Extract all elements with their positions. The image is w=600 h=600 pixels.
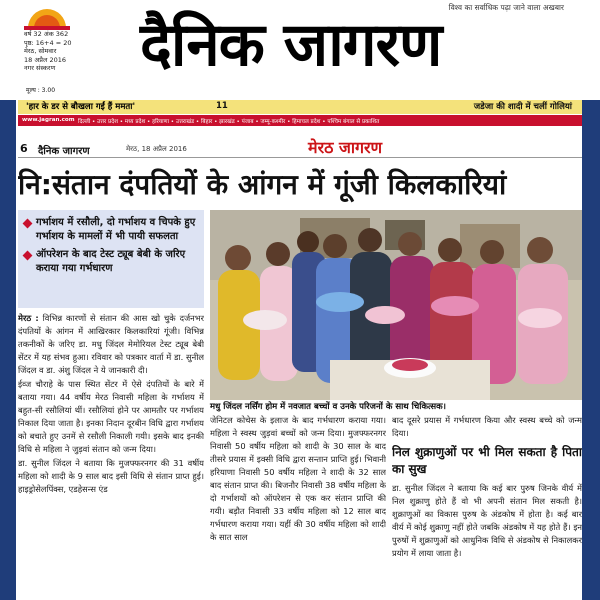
teaser-right[interactable]: जडेजा की शादी में चलीं गोलियां [473,102,572,112]
teaser-page-number: 11 [216,101,228,111]
dateline: मेरठ : [18,313,39,323]
meta-line: नगर संस्करण [24,64,56,72]
article-headline: नि:संतान दंपतियों के आंगन में गूंजी किलकारियां [18,168,507,201]
sub-headline: निल शुक्राणुओं पर भी मिल सकता है पिता का सुख [392,445,582,476]
newspaper-logo: दैनिक जागरण [140,10,442,80]
article-column-3 [392,414,582,600]
page-date: मेरठ, 18 अप्रैल 2016 [126,145,187,153]
masthead [0,0,600,100]
paragraph-text: डा. सुनील जिंदल ने बताया कि कई बार पुरुष जिनके वीर्य में निल शुक्राणु होते हैं वो भी अपनी संतान मिल सकती है। शुक्राणुओं का विकास पुरुष के अंडकोष में होता है। कई बार वीर्य में कोई शुक्राणु नहीं होते जबकि अंडकोष में यह होते हैं। इन पुरुषों में शुक्राणुओं को आधुनिक विधि से अंडकोष से निकालकर प्रयोग में लाया जाता है। [392,483,582,558]
edition-nav-bar [18,115,582,126]
paragraph-text: बाद दूसरे प्रयास में गर्भधारण किया और स्वस्थ बच्चे को जन्म दिया। [392,415,582,438]
highlight-item [24,248,198,276]
paper-name: दैनिक जागरण [38,146,90,157]
page-header [18,138,582,158]
highlight-text: ऑपरेशन के बाद टेस्ट ट्यूब बेबी के जरिए कराया गया गर्भधारण [36,249,186,274]
article-column-2 [210,414,386,600]
meta-line: वर्ष 32 अंक 362 [24,30,69,38]
page-number: 6 [20,142,28,155]
highlight-text: गर्भाशय में रसौली, दो गर्भाशय व चिपके हुए गर्भाशय के मामलों में भी पायी सफलता [36,217,196,242]
article-paragraph [18,378,204,456]
website-link[interactable]: www.jagran.com [22,117,75,123]
article-photo [210,210,582,400]
highlights-box [18,210,204,308]
photo-caption: मधु जिंदल नर्सिंग होम में नवजात बच्चों व उनके परिजनों के साथ चिकित्सक। [210,400,582,414]
highlight-item [24,216,198,244]
meta-line: पृष्ठ: 16+4 = 20 [24,38,72,47]
article-paragraph [18,312,204,377]
paragraph-text: डा. सुनील जिंदल ने बताया कि मुजफ्फरनगर की 31 वर्षीय महिला को शादी के 9 साल बाद इसी विधि से संतान प्राप्त हुई। हाइड्रोसेलपिंक्स, एडहेसन्स एंड [18,458,204,494]
paragraph-text: ईव्ज चौराहे के पास स्थित सेंटर में ऐसे दंपतियों के बारे में बताया गया। 44 वर्षीय मेरठ निवासी महिला के गर्भाशय में बहुत-सी रसौलियां थीं। रसौलियां होने पर आमतौर पर गर्भाशय निकाल दिया जाता है। इनका निदान दूरबीन विधि द्वारा गर्भाशय को बचाते हुए उनमें से रसौली निकाली गयी। इसके बाद इनकी विधि से महिला ने जुड़वां संतान को जन्म दिया। [18,379,204,454]
paragraph-text: जेनिटल कोचेस के इलाज के बाद गर्भधारण कराया गया। महिला ने स्वस्थ जुड़वां बच्चों को जन्म दिया। मुजफ्फरनगर निवासी 50 वर्षीय महिला को शादी के 30 साल के बाद तीसरे प्रयास में इक्सी विधि द्वारा सन्तान प्राप्ति हुई। भिवानी हरियाणा निवासी 50 वर्षीय महिला ने शादी के 32 साल बाद संतान प्राप्त की। बिजनौर निवासी 38 वर्षीय महिला के दो गर्भाशयों को ऑपरेशन से एक कर संतान प्राप्ति की गयी। बड़ौत निवासी 33 वर्षीय महिला को 12 साल बाद गर्भधारण कराया गया। यहीं की 30 वर्षीय महिला को शादी के सात साल [210,415,386,542]
diamond-bullet-icon [23,251,33,261]
edition-list: दिल्ली • उत्तर प्रदेश • मध्य प्रदेश • हरियाणा • उत्तराखंड • बिहार • झारखंड • पंजाब • जम्मू-कश्मीर • हिमाचल प्रदेश • पश्चिम बंगाल से प्रकाशित [78,119,380,125]
paragraph-text: विभिन्न कारणों से संतान की आस खो चुके दर्जनभर दंपतियों के आंगन में आखिरकार किलकारियां गूंजी। विभिन्न तकनीकों के जरिए डा. मधु जिंदल मेमोरियल टेस्ट ट्यूब बेबी सेंटर में यह संभव हुआ। रविवार को पत्रकार वार्ता में डा. सुनील जिंदल व डा. अंशु जिंदल ने ये जानकारी दी। [18,313,204,375]
diamond-bullet-icon [23,219,33,229]
article-paragraph [18,457,204,496]
teaser-left[interactable]: 'हार के डर से बौखला गईं हैं ममता' [26,102,136,112]
group-photo-illustration [210,210,582,400]
tagline: विश्व का सर्वाधिक पढ़ा जाने वाला अखबार [448,3,564,12]
meta-line: 18 अप्रैल 2016 [24,55,67,64]
price: मूल्य : 3.00 [26,87,56,94]
issue-meta [24,30,71,73]
edition-title: मेरठ जागरण [308,138,383,157]
sun-logo-icon [24,6,70,30]
article-column-1 [18,312,204,600]
teaser-bar [18,100,582,114]
meta-line: मेरठ, सोमवार [24,47,57,55]
